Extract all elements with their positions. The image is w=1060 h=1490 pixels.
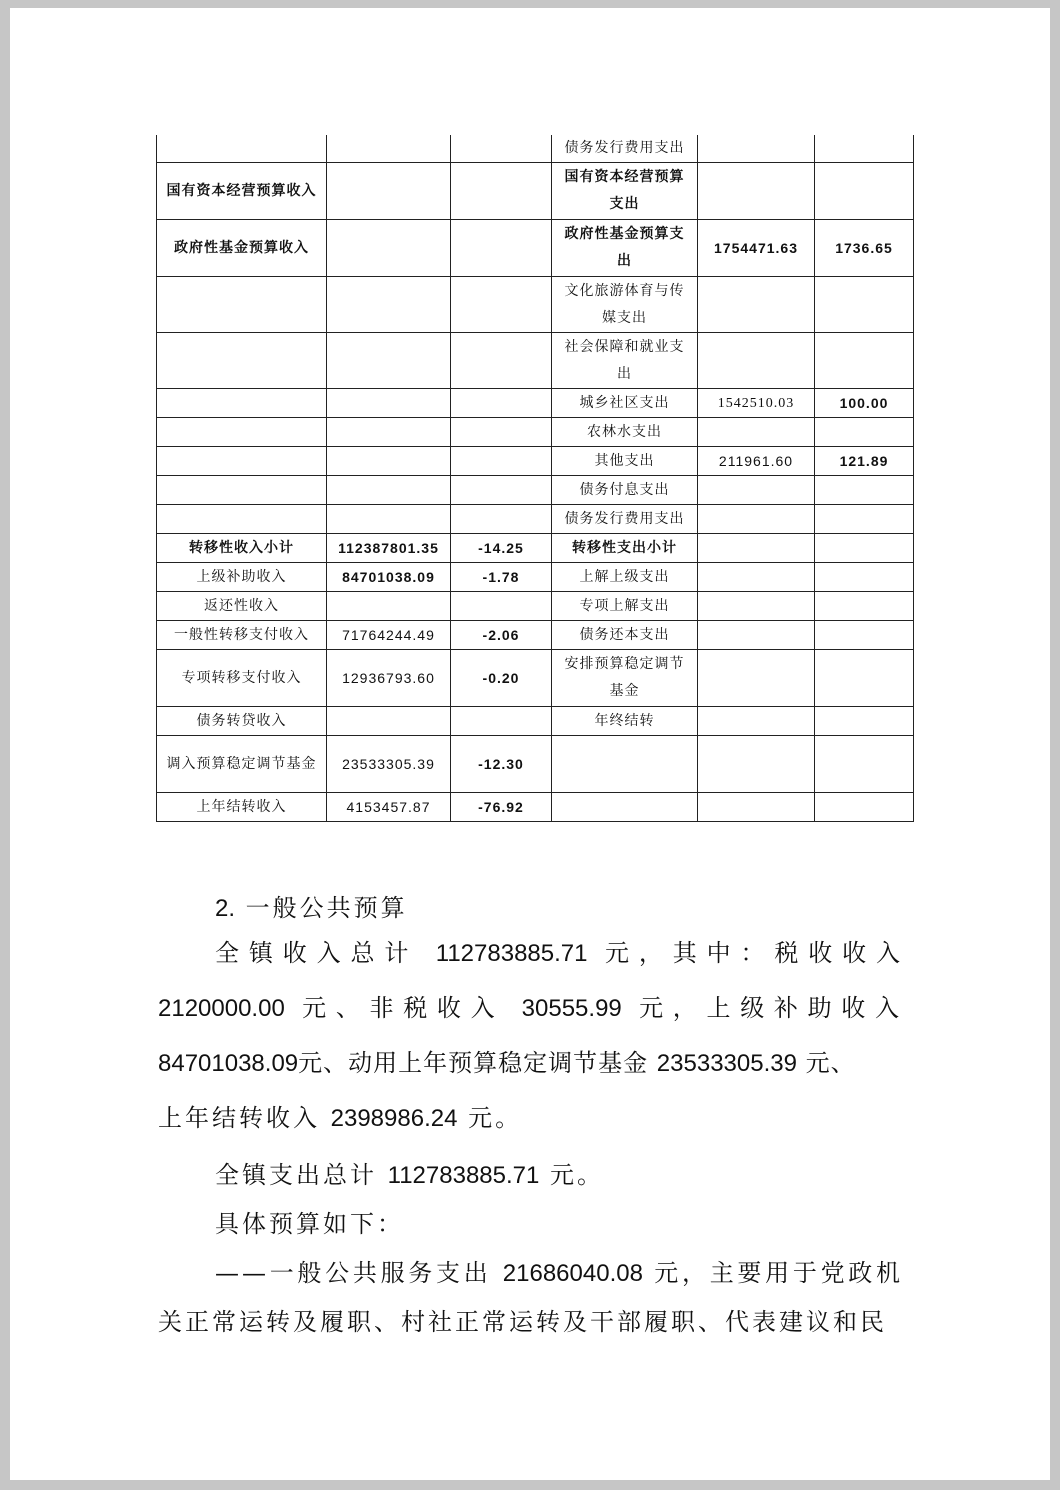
table-cell: -76.92 [451, 793, 552, 822]
expense-total-paragraph: 全镇支出总计 112783885.71 元。 [215, 1161, 604, 1189]
table-cell [327, 220, 451, 277]
table-cell: 安排预算稳定调节基金 [552, 650, 698, 707]
table-cell [815, 476, 914, 505]
table-cell [327, 163, 451, 220]
table-cell: 12936793.60 [327, 650, 451, 707]
table-cell [815, 163, 914, 220]
table-row [157, 736, 914, 793]
table-cell: -12.30 [451, 736, 552, 793]
table-cell [815, 650, 914, 707]
table-cell [451, 418, 552, 447]
public-service-paragraph-line1: ——一般公共服务支出 21686040.08 元，主要用于党政机 [215, 1259, 903, 1287]
table-cell [157, 505, 327, 534]
table-row [157, 563, 914, 592]
table-cell [815, 418, 914, 447]
income-paragraph-line1: 全镇收入总计 112783885.71 元，其中：税收收入 [215, 939, 903, 967]
table-cell: 文化旅游体育与传媒支出 [552, 277, 698, 333]
table-cell [327, 277, 451, 333]
table-cell [327, 418, 451, 447]
table-cell: -2.06 [451, 621, 552, 650]
table-cell: 100.00 [815, 389, 914, 418]
table-cell: 一般性转移支付收入 [157, 621, 327, 650]
table-cell [327, 505, 451, 534]
table-row [157, 505, 914, 534]
table-cell: 211961.60 [698, 447, 815, 476]
table-cell [698, 505, 815, 534]
table-cell [451, 163, 552, 220]
table-cell: 121.89 [815, 447, 914, 476]
table-cell [327, 447, 451, 476]
table-row [157, 277, 914, 333]
table-cell: -14.25 [451, 534, 552, 563]
table-cell: 4153457.87 [327, 793, 451, 822]
table-cell [451, 333, 552, 389]
table-cell: -1.78 [451, 563, 552, 592]
table-cell [698, 621, 815, 650]
table-cell: 年终结转 [552, 707, 698, 736]
table-row [157, 389, 914, 418]
public-service-paragraph-line2: 关正常运转及履职、村社正常运转及干部履职、代表建议和民 [158, 1308, 887, 1336]
table-cell [157, 333, 327, 389]
table-cell: 债务转贷收入 [157, 707, 327, 736]
budget-table [156, 135, 914, 822]
table-cell: 上解上级支出 [552, 563, 698, 592]
income-paragraph-line4: 上年结转收入 2398986.24 元。 [158, 1104, 523, 1132]
table-cell [698, 707, 815, 736]
table-row [157, 707, 914, 736]
table-cell: 农林水支出 [552, 418, 698, 447]
table-cell: 债务发行费用支出 [552, 135, 698, 163]
table-cell [698, 793, 815, 822]
table-cell: 城乡社区支出 [552, 389, 698, 418]
table-cell: 上级补助收入 [157, 563, 327, 592]
table-cell [815, 277, 914, 333]
table-cell [157, 389, 327, 418]
table-cell: 转移性支出小计 [552, 534, 698, 563]
table-cell: 71764244.49 [327, 621, 451, 650]
table-cell: 23533305.39 [327, 736, 451, 793]
table-cell [815, 592, 914, 621]
table-cell [698, 418, 815, 447]
table-cell: 上年结转收入 [157, 793, 327, 822]
table-cell: 债务还本支出 [552, 621, 698, 650]
table-cell: 其他支出 [552, 447, 698, 476]
table-cell [451, 505, 552, 534]
table-cell [157, 135, 327, 163]
table-cell [451, 220, 552, 277]
table-cell: 债务付息支出 [552, 476, 698, 505]
table-cell [815, 621, 914, 650]
table-cell [552, 793, 698, 822]
table-row [157, 135, 914, 163]
table-row [157, 333, 914, 389]
table-row [157, 418, 914, 447]
table-cell [327, 476, 451, 505]
table-cell [815, 505, 914, 534]
table-cell [698, 135, 815, 163]
table-cell: 专项转移支付收入 [157, 650, 327, 707]
table-cell: 112387801.35 [327, 534, 451, 563]
table-cell [327, 135, 451, 163]
table-row [157, 793, 914, 822]
table-row [157, 592, 914, 621]
table-cell: 返还性收入 [157, 592, 327, 621]
table-cell [327, 333, 451, 389]
table-cell [698, 592, 815, 621]
table-cell [451, 389, 552, 418]
table-cell [327, 592, 451, 621]
table-cell [698, 736, 815, 793]
table-cell: 1754471.63 [698, 220, 815, 277]
table-cell [815, 563, 914, 592]
document-page [10, 8, 1050, 1480]
table-cell [157, 277, 327, 333]
table-cell: 转移性收入小计 [157, 534, 327, 563]
table-cell: 1736.65 [815, 220, 914, 277]
table-cell [157, 418, 327, 447]
table-cell [698, 534, 815, 563]
table-cell [157, 447, 327, 476]
income-paragraph-line3: 84701038.09元、动用上年预算稳定调节基金 23533305.39 元、 [158, 1049, 856, 1077]
table-cell [451, 135, 552, 163]
table-cell: 债务发行费用支出 [552, 505, 698, 534]
table-cell [327, 389, 451, 418]
table-cell [815, 333, 914, 389]
table-cell [815, 534, 914, 563]
table-cell [327, 707, 451, 736]
table-cell [157, 476, 327, 505]
table-cell: 84701038.09 [327, 563, 451, 592]
table-cell [451, 277, 552, 333]
table-cell: 政府性基金预算支出 [552, 220, 698, 277]
table-cell: -0.20 [451, 650, 552, 707]
table-cell: 调入预算稳定调节基金 [157, 736, 327, 793]
table-row [157, 534, 914, 563]
table-cell [451, 476, 552, 505]
table-cell [815, 135, 914, 163]
table-cell [815, 707, 914, 736]
table-cell [698, 163, 815, 220]
table-cell [698, 476, 815, 505]
table-row [157, 447, 914, 476]
table-cell: 国有资本经营预算支出 [552, 163, 698, 220]
table-cell [451, 447, 552, 476]
table-cell: 政府性基金预算收入 [157, 220, 327, 277]
table-row [157, 163, 914, 220]
table-cell [552, 736, 698, 793]
table-cell [698, 563, 815, 592]
table-cell: 1542510.03 [698, 389, 815, 418]
table-row [157, 476, 914, 505]
table-cell [815, 793, 914, 822]
income-paragraph-line2: 2120000.00 元、非税收入 30555.99 元，上级补助收入 [158, 994, 902, 1022]
table-row [157, 621, 914, 650]
table-cell [698, 650, 815, 707]
table-cell: 专项上解支出 [552, 592, 698, 621]
table-cell [451, 592, 552, 621]
table-cell [451, 707, 552, 736]
detail-intro-paragraph: 具体预算如下： [215, 1210, 404, 1238]
table-cell [815, 736, 914, 793]
table-cell [698, 333, 815, 389]
table-cell: 国有资本经营预算收入 [157, 163, 327, 220]
table-cell [698, 277, 815, 333]
section-heading: 2. 一般公共预算 [215, 894, 408, 922]
table-cell: 社会保障和就业支出 [552, 333, 698, 389]
table-row [157, 220, 914, 277]
table-row [157, 650, 914, 707]
